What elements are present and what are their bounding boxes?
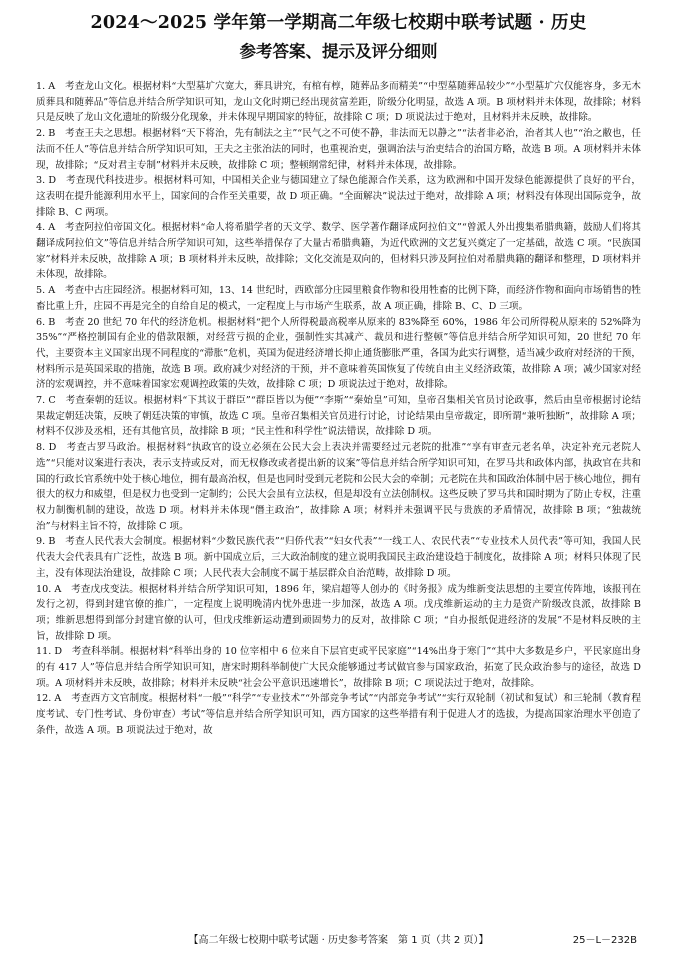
footer-exam-code: 25－L－232B (572, 935, 637, 946)
answer-item-10: 10. A 考查戊戌变法。根据材料并结合所学知识可知，1896 年，梁启超等人创办的《时务报》成为维新变法思想的主要宣传阵地，该报刊在发行之初，得到封建官僚的推广，一定程度上说明晚清内忧外患进一步加深，故选 A 项。戊戌维新运动的主力是资产阶级改良派，故排除 B 项；维新思想得到部分封建官僚的认可，但戊戌维新运动遭到顽固势力的反对，故排除 C 项；“自办报纸促进经济的发展”不是材料反映的主旨，故排除 D 项。 (36, 583, 641, 642)
answer-item-1: 1. A 考查龙山文化。根据材料“大型墓圹穴宽大，葬具讲究，有棺有椁，随葬品多而精美”“中型墓随葬品较少”“小型墓圹穴仅能容身，多无木质葬具和随葬品”等信息并结合所学知识可知，龙山文化时期已经出现贫富差距，阶级分化明显，故选 A 项。B 项材料并未体现，故排除；材料只是反映了龙山文化遗址的阶级分化现象，并未体现早期国家的特征，故排除 C 项；D 项说法过于绝对，且材料并未反映，故排除。 (36, 81, 641, 124)
answer-item-2: 2. B 考查王夫之思想。根据材料“天下将治，先有制法之主”“民气之不可使不静，非法而无以静之”“法者非必治，治者其人也”“治之敝也，任法而不任人”等信息并结合所学知识可知，王夫之主张治法的同时，也重视治吏，强调治法与治吏结合的治国方略，故选 B 项。A 项材料并未体现，故排除；“反对君主专制”材料并未反映，故排除 C 项；整顿纲常纪律，材料并未体现，故排除。 (36, 128, 641, 171)
answer-item-9: 9. B 考查人民代表大会制度。根据材料“少数民族代表”“归侨代表”“妇女代表”“一线工人、农民代表”“专业技术人员代表”等可知，我国人民代表大会代表具有广泛性，故选 B 项。新中国成立后，三大政治制度的建立说明我国民主政治建设趋于制度化，故排除 A 项；材料只体现了民主，没有体现法治建设，故排除 C 项；人民代表大会制度不属于基层群众自治范畴，故排除 D 项。 (36, 536, 641, 579)
page-footer (0, 931, 677, 947)
answer-item-4: 4. A 考查阿拉伯帝国文化。根据材料“命人将希腊学者的天文学、数学、医学著作翻译成阿拉伯文”“曾派人外出搜集希腊典籍，鼓励人们将其翻译成阿拉伯文”等信息并结合所学知识可知，这些举措保存了大量古希腊典籍，为近代欧洲的文艺复兴奠定了一定基础，故选 C 项。“民族国家”材料并未反映，故排除 A 项；B 项材料并未反映，故排除；文化交流是双向的，但材料只涉及阿拉伯对希腊典籍的翻译和整理，D 项材料并未体现，故排除。 (36, 222, 641, 281)
page-subtitle: 参考答案、提示及评分细则 (239, 42, 438, 61)
page-title: 2024～2025 学年第一学期高二年级七校期中联考试题 · 历史 (90, 13, 587, 33)
answer-list (36, 79, 641, 739)
answer-item-6: 6. B 考查 20 世纪 70 年代的经济危机。根据材料“把个人所得税最高税率从原来的 83%降至 60%，1986 年公司所得税从原来的 52%降为 35%”“严格控制国有企业的借款限额，对经营亏损的企业，强制性实其减产、裁员和进行整顿”等信息并结合所学知识可知，20 世纪 70 年代，主要资本主义国家出现不同程度的“滞胀”危机，英国为促进经济增长抑止通货膨胀严重，各国为此实行调整，适当减少政府对经济的干预，材料所示是英国采取的措施，故选 B 项。政府减少对经济的干预，并不意味着英国恢复了传统自由主义经济政策，故排除 A 项；减少国家对经济的宏观调控，并不意味着国家宏观调控政策的失效，故排除 C 项；D 项说法过于绝对，故排除。 (36, 316, 641, 391)
footer-page-label: 【高二年级七校期中联考试题 · 历史参考答案 第 1 页（共 2 页）】 (188, 935, 489, 946)
answer-item-5: 5. A 考查中古庄园经济。根据材料可知，13、14 世纪时，西欧部分庄园里粮食作物和役用牲畜的比例下降，而经济作物和面向市场销售的牲畜比重上升，庄园不再是完全的自给自足的模式，一定程度上与市场产生联系，故 A 项正确，排除 B、C、D 三项。 (36, 285, 641, 312)
answer-item-3: 3. D 考查现代科技进步。根据材料可知，中国相关企业与德国建立了绿色能源合作关系，这为欧洲和中国开发绿色能源提供了良好的平台，这表明在提升能源利用水平上，国家间的合作至关重要，故 D 项正确。“全面解决”说法过于绝对，故排除 A 项；材料没有体现出国际竞争，故排除 B、C 两项。 (36, 175, 641, 218)
answer-item-8: 8. D 考查古罗马政治。根据材料“执政官的设立必须在公民大会上表决并需要经过元老院的批准”“享有审查元老名单，决定补充元老院人选”“只能对议案进行表决，表示支持或反对，而无权修改或者提出新的议案”等信息并结合所学知识可知，在罗马共和政体内部，执政官在共和国的行政长官系统中处于核心地位，拥有最高治权，但是也同时受到元老院和公民大会的牵制；元老院在共和国政治体制中居于核心地位，拥有很大的权力和威望，但是权力也受到一定制约；公民大会虽有立法权，但是却没有立法创制权。这些反映了罗马共和国时期为了防止专权，注重权力制衡机制的建设，故选 D 项。材料并未体现“僭主政治”，故排除 A 项；材料并未强调平民与贵族的矛盾情况，故排除 B 项；“独裁统治”与材料主旨不符，故排除 C 项。 (36, 442, 641, 532)
answer-item-12: 12. A 考查西方文官制度。根据材料“一般”“科学”“专业技术”“外部竞争考试”“内部竞争考试”“实行双轮制（初试和复试）和三轮制（教育程度考试、专门性考试、身份审查）考试”等信息并结合所学知识可知，西方国家的这些举措有利于促进人才的选拔，为提高国家治理水平创造了条件，故选 A 项。B 项说法过于绝对，故 (36, 693, 641, 736)
answer-item-11: 11. D 考查科举制。根据材料“科举出身的 10 位宰相中 6 位来自下层官吏或平民家庭”“14%出身于寒门”“其中大多数是乡户，平民家庭出身的有 417 人”等信息并结合所学知识可知，唐宋时期科举制使广大民众能够通过考试做官参与国家政治，拓宽了民众政治参与的途径，故选 D 项。A 项材料并未反映，故排除；材料并未反映“社会公平意识迅速增长”，故排除 B 项；C 项说法过于绝对，故排除。 (36, 646, 641, 689)
answer-item-7: 7. C 考查秦朝的廷议。根据材料“下其议于群臣”“群臣皆以为便”“李斯”“秦始皇”可知，皇帝召集相关官员讨论政事，然后由皇帝根据讨论结果裁定朝廷决策，反映了朝廷决策的审慎，故选 C 项。皇帝召集相关官员进行讨论，讨论结果由皇帝裁定，即所谓“兼听独断”，故排除 A 项；材料不仅涉及丞相，还有其他官员，故排除 B 项；“民主性和科学性”说法错误，故排除 D 项。 (36, 395, 641, 438)
